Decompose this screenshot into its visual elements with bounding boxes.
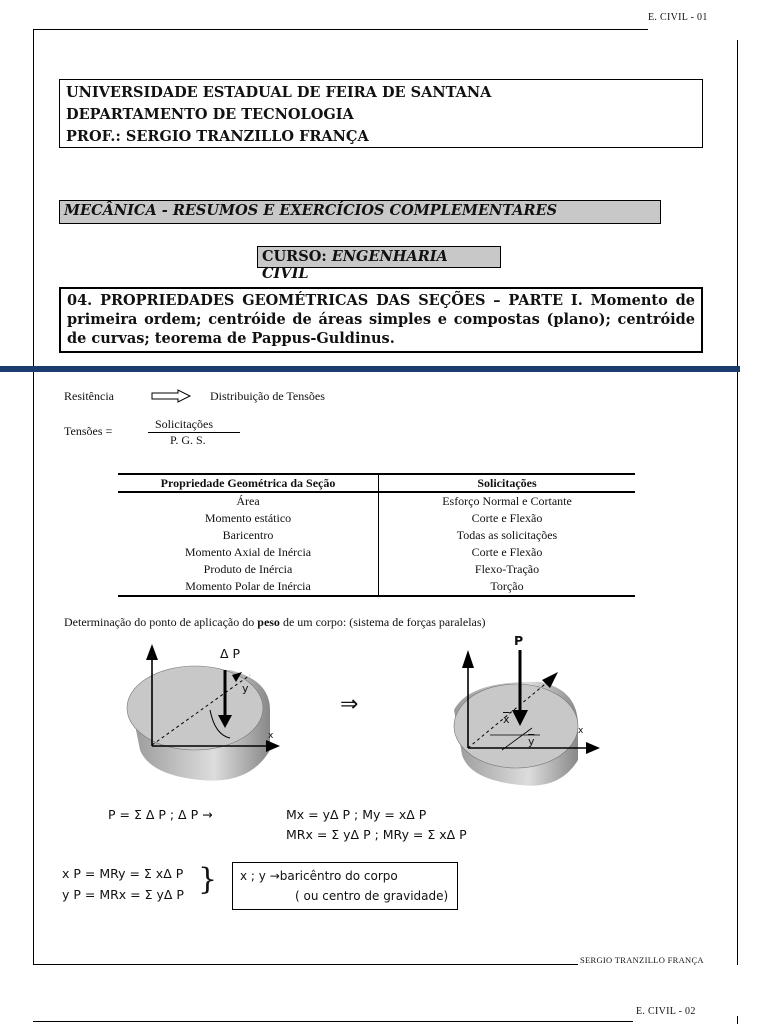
header-rule [33,29,648,30]
table-cell: Corte e Flexão [471,511,543,525]
resistance-label: Resitência [64,389,114,403]
determination-after: de um corpo: (sistema de forças paralelas) [279,615,486,629]
centroid-note-line2: ( ou centro de gravidade) [295,889,449,903]
fraction-denominator: P. G. S. [170,433,206,447]
right-border [737,40,738,965]
fraction-numerator: Solicitações [155,417,213,431]
left-force-label: Δ P [220,646,241,661]
footer-rule [33,964,578,965]
equation-xbar: x P = MRy = Σ xΔ P [62,866,184,881]
course-box [257,246,501,282]
table-row [118,492,635,510]
page2-code: E. CIVIL - 02 [636,1006,696,1017]
table-cell: Momento Polar de Inércia [118,578,379,596]
equation-ybar: y P = MRx = Σ yΔ P [62,887,184,902]
left-x-label: x [268,731,274,741]
left-border [33,29,34,965]
centroid-note-line1: x ; y →baricêntro do corpo [240,869,398,883]
table-cell: Torção [379,578,636,596]
determination-text [64,615,486,630]
determination-before: Determinação do ponto de aplicação do [64,615,258,629]
column-header-property: Propriedade Geométrica da Seção [118,474,379,492]
table-cell: Área [118,492,379,510]
body-elements-figure [120,640,290,790]
table-row [118,578,635,596]
section-divider [0,366,740,372]
course-value: ENGENHARIA CIVIL [262,248,448,282]
course-label: CURSO: [262,248,332,265]
table-row [118,510,635,527]
right-x-label: x [578,726,584,736]
table-cell: Corte e Flexão [471,545,543,559]
professor-name: PROF.: SERGIO TRANZILLO FRANÇA [66,128,369,145]
table-row [118,544,635,561]
table-cell: Baricentro [118,527,379,544]
determination-bold: peso [257,615,280,629]
page2-header-rule [33,1021,633,1022]
properties-table [118,473,635,597]
resultant-figure [440,640,610,790]
arrow-right-icon [150,389,192,403]
equation-moments: Mx = yΔ P ; My = xΔ P [286,807,427,822]
right-xbar-label: $\overline{x}$ [503,713,510,726]
table-cell: Esforço Normal e Cortante [442,494,572,508]
table-cell: Momento Axial de Inércia [118,544,379,561]
right-ybar-label: $\overline{y}$ [528,735,535,748]
stress-distribution-label: Distribuição de Tensões [210,389,325,403]
table-row [118,561,635,578]
tensoes-label: Tensões = [64,424,113,438]
topic-box: 04. PROPRIEDADES GEOMÉTRICAS DAS SEÇÕES – PARTE I. Momento de primeira ordem; centróide de áreas simples e compostas (plano); centróide de curvas; teorema de Pappus-Guldinus. [59,287,703,353]
column-header-loads: Solicitações [379,474,636,492]
right-brace: } [198,862,218,897]
department-name: DEPARTAMENTO DE TECNOLOGIA [66,106,354,123]
equation-total-weight: P = Σ Δ P ; Δ P → [108,807,213,822]
table-header-row [118,474,635,492]
table-cell: Todas as solicitações [456,528,558,542]
footer-author: SERGIO TRANZILLO FRANÇA [580,955,704,965]
page-code: E. CIVIL - 01 [648,12,708,23]
right-force-label: P [514,633,524,648]
implies-icon: ⇒ [340,692,359,717]
table-cell: Momento estático [118,510,379,527]
table-cell: Produto de Inércia [118,561,379,578]
university-name: UNIVERSIDADE ESTADUAL DE FEIRA DE SANTANA [66,84,492,101]
left-y-label: y [242,682,249,695]
table-row [118,527,635,544]
equation-resultant-moments: MRx = Σ yΔ P ; MRy = Σ xΔ P [286,827,467,842]
university-box [59,79,703,148]
course-heading: MECÂNICA - RESUMOS E EXERCÍCIOS COMPLEMENTARES [59,200,661,224]
table-cell: Flexo-Tração [474,562,540,576]
page2-right-border [737,1016,738,1024]
